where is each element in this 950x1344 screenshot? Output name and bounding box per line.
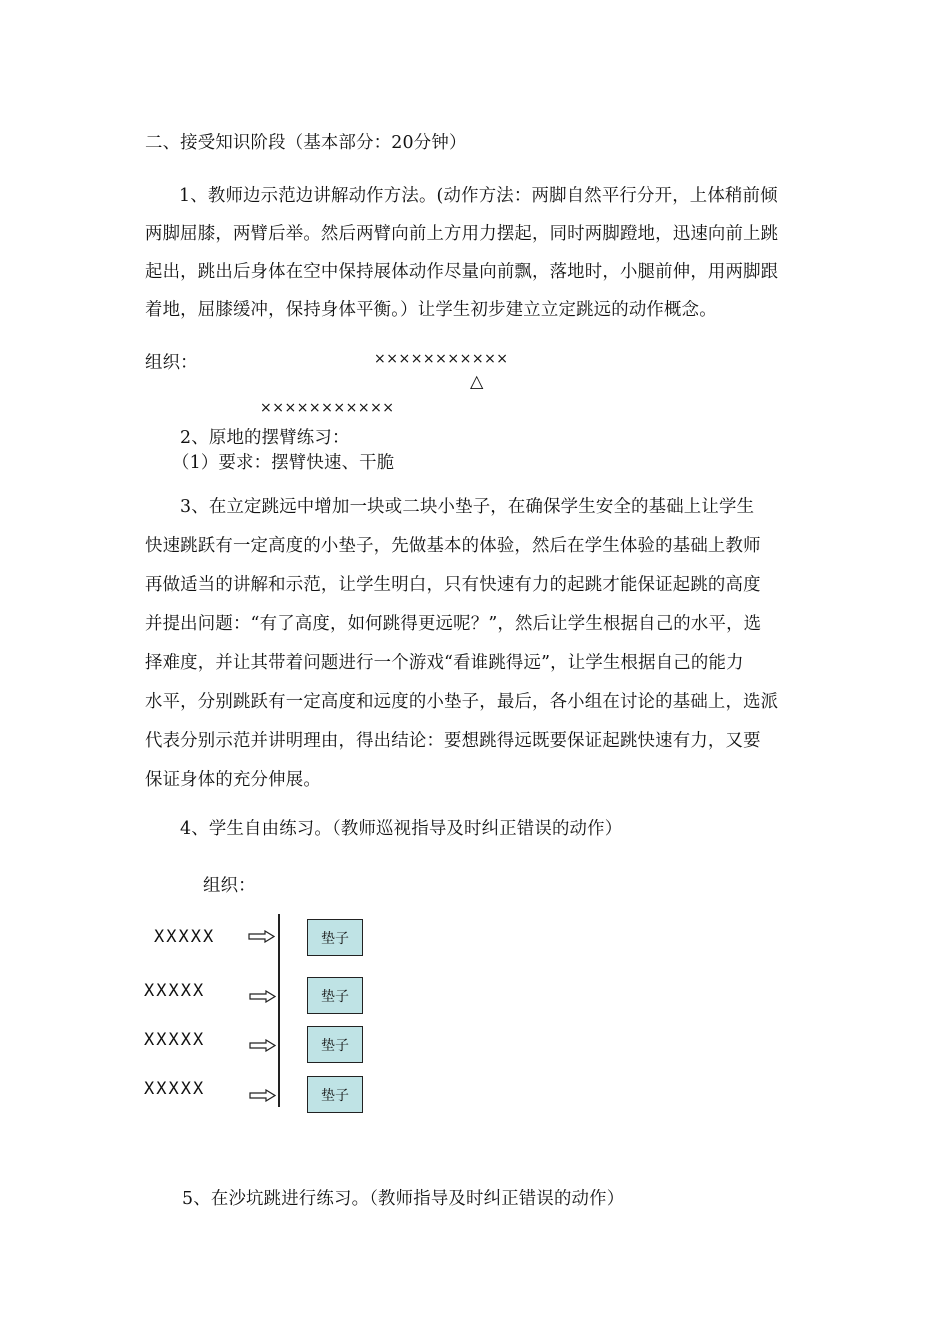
item3-line-2: 快速跳跃有一定高度的小垫子，先做基本的体验，然后在学生体验的基础上教师 (145, 536, 761, 556)
student-row-4: XXXXX (144, 1079, 206, 1099)
mat-3-label: 垫子 (321, 1037, 349, 1054)
item1-line-4: 着地，屈膝缓冲，保持身体平衡。）让学生初步建立立定跳远的动作概念。 (145, 300, 717, 320)
arrow-right-icon (248, 930, 275, 943)
item1-line-3: 起出，跳出后身体在空中保持展体动作尽量向前飘，落地时，小腿前伸，用两脚跟 (145, 262, 779, 282)
item3-line-8: 保证身体的充分伸展。 (145, 770, 321, 790)
org1-label: 组织： (145, 353, 198, 373)
arrow-right-icon (249, 990, 276, 1003)
mat-1 (307, 919, 363, 956)
student-row-2: XXXXX (144, 981, 206, 1001)
mat-boundary-line (278, 914, 280, 1107)
org2-label: 组织： (203, 876, 256, 896)
teacher-triangle-icon: △ (470, 372, 484, 392)
mat-3 (307, 1026, 363, 1063)
item5-text: 5、在沙坑跳进行练习。（教师指导及时纠正错误的动作） (182, 1189, 625, 1209)
section-heading: 二、接受知识阶段（基本部分：20分钟） (145, 133, 467, 153)
student-row-3: XXXXX (144, 1030, 206, 1050)
mat-1-label: 垫子 (321, 930, 349, 947)
item3-line-3: 再做适当的讲解和示范，让学生明白，只有快速有力的起跳才能保证起跳的高度 (145, 575, 761, 595)
item1-line-2: 两脚屈膝，两臂后举。然后两臂向前上方用力摆起，同时两脚蹬地，迅速向前上跳 (145, 224, 779, 244)
item3-line-7: 代表分别示范并讲明理由，得出结论：要想跳得远既要保证起跳快速有力，又要 (145, 731, 761, 751)
item3-line-6: 水平，分别跳跃有一定高度和远度的小垫子，最后，各小组在讨论的基础上，选派 (145, 692, 779, 712)
org1-student-row-top: ××××××××××× (374, 351, 509, 367)
student-row-1: XXXXX (154, 927, 216, 947)
arrow-right-icon (249, 1089, 276, 1102)
mat-2-label: 垫子 (321, 988, 349, 1005)
item3-line-1: 3、在立定跳远中增加一块或二块小垫子，在确保学生安全的基础上让学生 (180, 497, 755, 517)
mat-2 (307, 977, 363, 1014)
item1-line-1: 1、教师边示范边讲解动作方法。(动作方法：两脚自然平行分开，上体稍前倾 (179, 186, 778, 206)
item2-title: 2、原地的摆臂练习： (180, 428, 350, 448)
item3-line-4: 并提出问题：“有了高度，如何跳得更远呢？”，然后让学生根据自己的水平，选 (145, 614, 762, 634)
item3-line-5: 择难度，并让其带着问题进行一个游戏“看谁跳得远”，让学生根据自己的能力 (145, 653, 744, 673)
mat-4-label: 垫子 (321, 1087, 349, 1104)
arrow-right-icon (249, 1039, 276, 1052)
item2-requirement: （1）要求：摆臂快速、干脆 (172, 453, 395, 473)
org1-student-row-bottom: ××××××××××× (260, 400, 395, 416)
mat-4 (307, 1076, 363, 1113)
item4-text: 4、学生自由练习。（教师巡视指导及时纠正错误的动作） (180, 819, 623, 839)
